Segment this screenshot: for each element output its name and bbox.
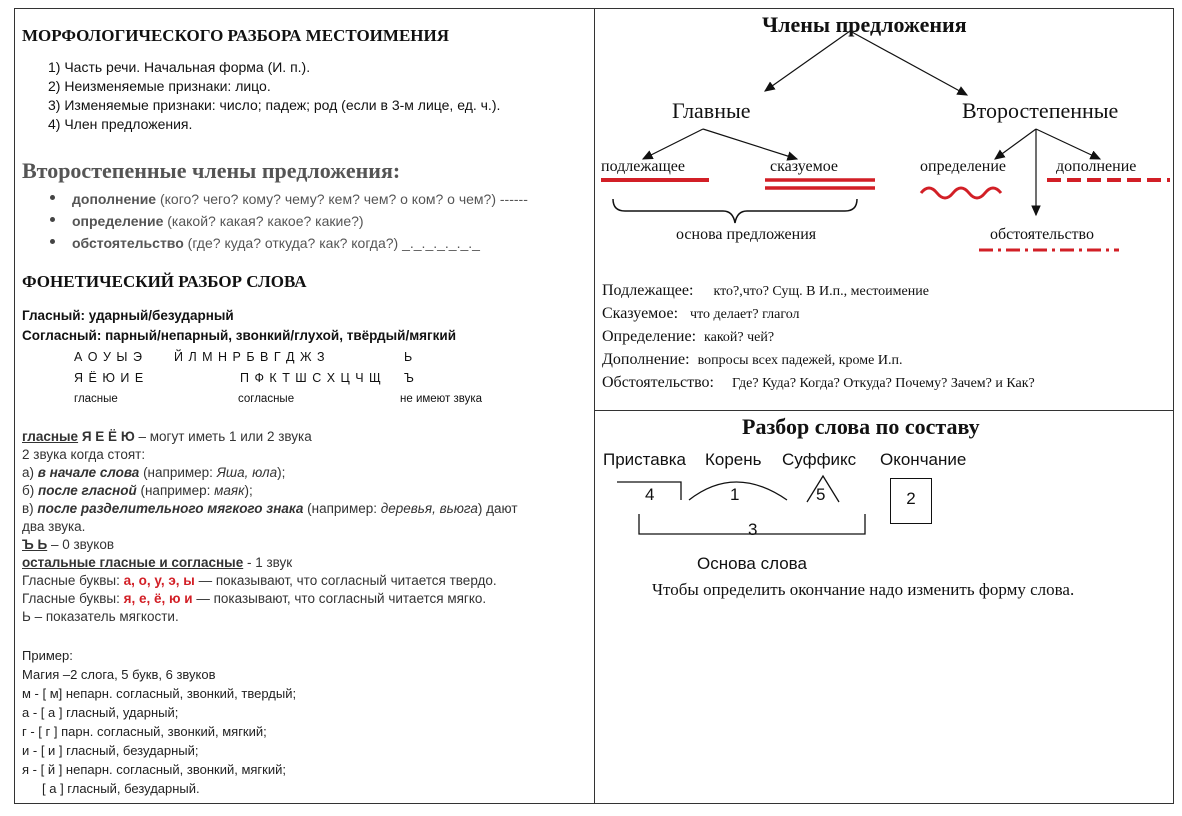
term: дополнение [72,191,157,207]
term: определение [72,213,164,229]
stem-label: Основа слова [697,554,807,573]
example-line: м - [ м] непарн. согласный, звонкий, твердый; [22,686,297,701]
prefix-number: 4 [645,485,655,504]
example-line: г - [ г ] парн. согласный, звонкий, мягкий; [22,724,267,739]
example-line: и - [ и ] гласный, безударный; [22,743,199,758]
part-suffix: Суффикс [782,450,857,469]
example-title: Пример: [22,648,73,663]
predicate-label: сказуемое [770,158,839,175]
rule-line: б) после гласной (например: маяк); [22,483,253,498]
ending-note: Чтобы определить окончание надо изменить форму слова. [652,580,1075,599]
morph-item: 4) Член предложения. [48,116,193,132]
adverbial-label: обстоятельство [990,226,1094,243]
attribute-wavy-line [921,188,1001,198]
rule-line: гласные Я Е Ё Ю – могут иметь 1 или 2 звука [22,429,312,444]
composition-title: Разбор слова по составу [742,414,980,439]
part-prefix: Приставка [603,450,687,469]
arrow-to-predicate [703,129,797,159]
morph-item: 2) Неизменяемые признаки: лицо. [48,78,271,94]
main-members-label: Главные [672,98,751,123]
rule-line: в) после разделительного мягкого знака (например: деревья, вьюга) дают [22,501,518,516]
rule-line: остальные гласные и согласные - 1 звук [22,555,293,570]
morph-list [48,58,500,134]
definition-row: Сказуемое: что делает? глагол [602,305,800,322]
example-line: а - [ а ] гласный, ударный; [22,705,179,720]
rule-line: 2 звука когда стоят: [22,447,146,462]
root-number: 1 [730,485,740,504]
rule-line: Гласные буквы: я, е, ё, ю и — показывают, что согласный читается мягко. [22,591,487,606]
rule-line: а) в начале слова (например: Яша, юла); [22,465,286,480]
example-block [22,646,296,798]
letters-row1-consonants: Й Л М Н Р Б В Г Д Ж З [174,350,326,364]
letters-row2-consonants: П Ф К Т Ш С Х Ц Ч Щ [240,371,382,385]
vowel-line: Гласный: ударный/безударный [22,308,234,323]
arrow-to-secondary [850,31,967,95]
rule-line: Гласные буквы: а, о, у, э, ы — показывают, что согласный читается твердо. [22,573,497,588]
arrow-to-object [1036,129,1100,159]
phonetic-rules [22,306,456,346]
definition-row: Определение: какой? чей? [602,328,775,345]
letters-row1-vowels: А О У Ы Э [74,350,143,364]
stem-number: 3 [748,520,758,539]
object-label: дополнение [1056,158,1137,175]
arrow-to-subject [643,129,703,159]
secondary-members-label: Второстепенные [962,98,1119,123]
caption-consonants: согласные [238,393,295,405]
morpheme-marks [595,470,895,540]
example-line: я - [ й ] непарн. согласный, звонкий, мягкий; [22,762,286,777]
questions: (какой? какая? какое? какие?) [163,213,364,229]
part-ending: Окончание [880,450,967,469]
members-title: Члены предложения [762,12,967,37]
morph-item: 3) Изменяемые признаки: число; падеж; род (если в 3-м лице, ед. ч.). [48,97,501,113]
rule-line: Ъ Ь – 0 звуков [22,537,115,552]
right-section-divider [594,410,1174,411]
rule-line: два звука. [22,519,86,534]
questions: (кого? чего? кому? чему? кем? чем? о ком? о чем?) ------ [156,191,528,207]
subject-label: подлежащее [601,158,686,175]
secondary-item-attribute [44,210,528,232]
suffix-number: 5 [816,485,826,504]
term: обстоятельство [72,235,184,251]
basis-label: основа предложения [676,226,817,243]
sound-rules [22,428,518,626]
part-root: Корень [705,450,762,469]
letters-row1-sign: Ь [404,350,413,364]
secondary-item-adverbial [44,232,528,254]
morph-item: 1) Часть речи. Начальная форма (И. п.). [48,59,311,75]
phonetic-title: ФОНЕТИЧЕСКИЙ РАЗБОР СЛОВА [22,272,307,291]
morph-title: МОРФОЛОГИЧЕСКОГО РАЗБОРА МЕСТОИМЕНИЯ [22,26,450,45]
definition-row: Обстоятельство: Где? Куда? Когда? Откуда? Почему? Зачем? и Как? [602,374,1035,391]
attribute-label: определение [920,158,1007,175]
secondary-item-object [44,188,528,210]
ending-box: 2 [890,478,932,524]
letters-row2-sign: Ъ [404,371,414,385]
member-definitions [602,280,1035,395]
example-line: Магия –2 слога, 5 букв, 6 звуков [22,667,216,682]
letters-row2-vowels: Я Ё Ю И Е [74,371,145,385]
basis-brace [613,199,857,223]
definition-row: Дополнение: вопросы всех падежей, кроме И.п. [602,351,903,368]
example-line: [ а ] гласный, безударный. [42,781,200,796]
consonant-line: Согласный: парный/непарный, звонкий/глухой, твёрдый/мягкий [22,328,457,343]
rule-line: Ь – показатель мягкости. [22,609,179,624]
secondary-members-list [44,188,528,254]
caption-vowels: гласные [74,393,118,405]
arrow-to-attribute [995,129,1036,159]
arrow-to-main [765,31,850,91]
caption-no-sound: не имеют звука [400,393,483,405]
questions: (где? куда? откуда? как? когда?) _._._._._._._ [183,235,480,251]
secondary-members-title: Второстепенные члены предложения: [22,158,401,183]
definition-row: Подлежащее: кто?,что? Сущ. В И.п., местоимение [602,282,929,299]
